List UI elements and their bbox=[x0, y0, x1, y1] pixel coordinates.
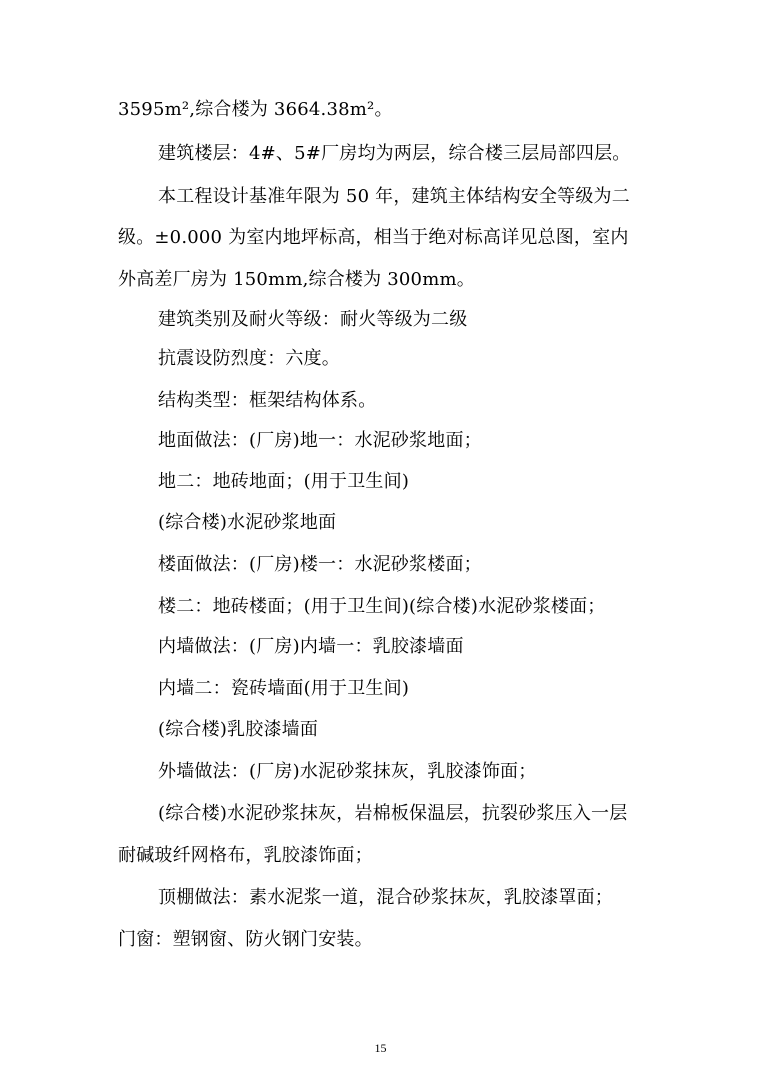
text-line-14: 内墙做法：(厂房)内墙一：乳胶漆墙面 bbox=[158, 636, 464, 657]
text-line-11: (综合楼)水泥砂浆地面 bbox=[158, 512, 337, 533]
text-line-19: 耐碱玻纤网格布，乳胶漆饰面； bbox=[118, 845, 373, 866]
text-line-16: (综合楼)乳胶漆墙面 bbox=[158, 719, 319, 740]
text-line-21: 门窗：塑钢窗、防火钢门安装。 bbox=[118, 929, 373, 950]
text-line-13: 楼二：地砖楼面；(用于卫生间)(综合楼)水泥砂浆楼面； bbox=[158, 596, 606, 617]
text-line-20: 顶棚做法：素水泥浆一道，混合砂浆抹灰，乳胶漆罩面； bbox=[158, 887, 613, 908]
text-line-9: 地面做法：(厂房)地一：水泥砂浆地面； bbox=[158, 430, 482, 451]
text-line-10: 地二：地砖地面；(用于卫生间) bbox=[158, 471, 410, 492]
text-line-5: 外高差厂房为 150mm,综合楼为 300mm。 bbox=[118, 269, 475, 290]
text-line-12: 楼面做法：(厂房)楼一：水泥砂浆楼面； bbox=[158, 554, 482, 575]
text-line-8: 结构类型：框架结构体系。 bbox=[158, 390, 377, 411]
text-line-17: 外墙做法：(厂房)水泥砂浆抹灰，乳胶漆饰面； bbox=[158, 761, 537, 782]
text-line-3: 本工程设计基准年限为 50 年，建筑主体结构安全等级为二 bbox=[158, 186, 630, 207]
text-line-1: 3595m²,综合楼为 3664.38m²。 bbox=[118, 99, 393, 120]
text-line-4: 级。±0.000 为室内地坪标高，相当于绝对标高详见总图，室内 bbox=[118, 227, 629, 248]
text-line-7: 抗震设防烈度：六度。 bbox=[158, 348, 340, 369]
text-line-18: (综合楼)水泥砂浆抹灰，岩棉板保温层，抗裂砂浆压入一层 bbox=[158, 803, 628, 824]
text-line-15: 内墙二：瓷砖墙面(用于卫生间) bbox=[158, 678, 410, 699]
page-number: 15 bbox=[374, 1041, 387, 1055]
text-line-6: 建筑类别及耐火等级：耐火等级为二级 bbox=[158, 309, 468, 330]
text-line-2: 建筑楼层：4#、5#厂房均为两层，综合楼三层局部四层。 bbox=[158, 143, 631, 164]
